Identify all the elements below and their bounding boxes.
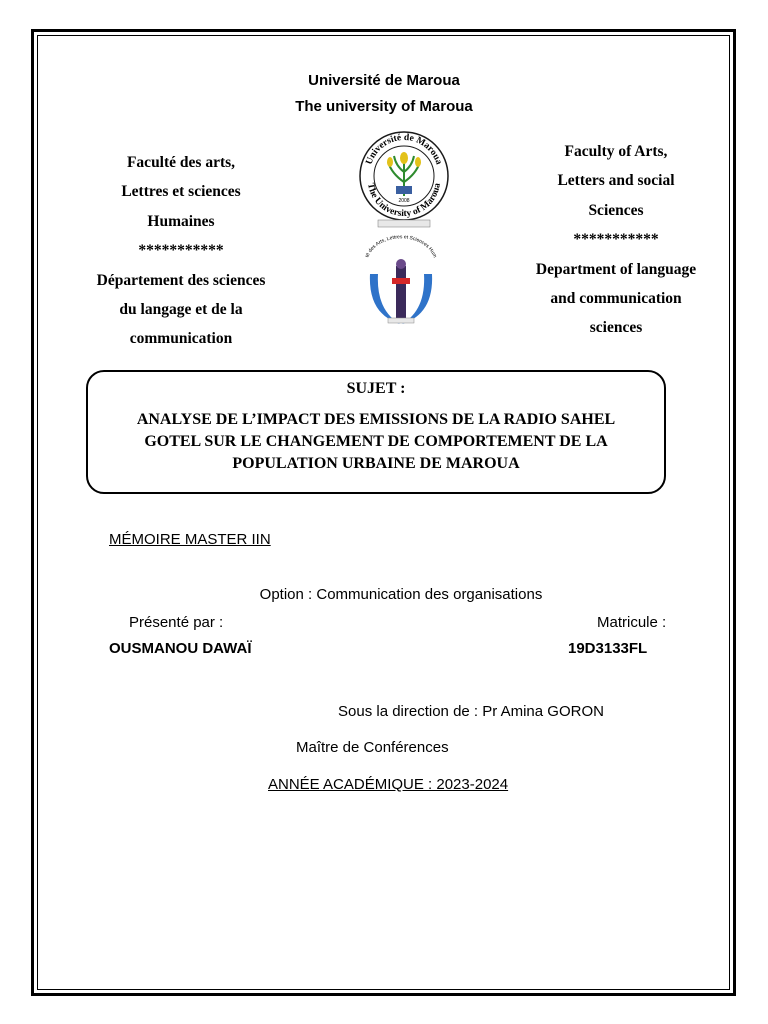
seal-year: 2008 [398,198,410,204]
left-separator: *********** [138,242,224,260]
subject-title-line: POPULATION URBAINE DE MAROUA [232,455,520,472]
university-header [0,68,768,120]
right-line: Department of language [535,260,697,278]
presented-by-label: Présenté par : [129,614,224,631]
left-line: Humaines [147,212,215,230]
memoire-type: MÉMOIRE MASTER IIN [109,531,271,548]
matricule-value: 19D3133FL [568,640,648,657]
matricule-label: Matricule : [597,614,667,631]
subject-title-line: GOTEL SUR LE CHANGEMENT DE COMPORTEMENT DE LA [144,433,608,450]
left-line: Département des sciences [96,271,266,289]
option-line: Option : Communication des organisations [259,586,543,603]
subject-title [96,409,656,475]
right-line: sciences [589,319,643,337]
right-line: Faculty of Arts, [564,143,668,160]
faculty-english-block [508,137,724,343]
right-line: and communication [550,290,682,308]
supervisor-line: Sous la direction de : Pr Amina GORON [338,703,604,720]
left-line: du langage et de la [119,301,243,319]
university-name-fr: Université de Maroua [308,72,460,89]
right-separator: *********** [573,231,659,249]
seal-text-bottom: The University of Maroua [365,182,443,220]
left-line: Faculté des arts, [126,154,236,171]
supervisor-title: Maître de Conférences [296,739,449,756]
author-name: OUSMANOU DAWAÏ [109,640,252,657]
academic-year: ANNÉE ACADÉMIQUE : 2023-2024 [268,776,509,793]
faculty-logo [362,234,440,326]
left-line: Lettres et sciences [121,183,241,201]
left-line: communication [129,330,233,348]
subject-label: SUJET : [346,380,406,397]
right-line: Sciences [588,201,644,219]
seal-text-top: Université de Maroua [364,132,444,167]
faculty-french-block [70,148,292,354]
university-name-en: The university of Maroua [295,98,473,115]
subject-title-line: ANALYSE DE L’IMPACT DES EMISSIONS DE LA RADIO SAHEL [136,411,616,428]
right-line: Letters and social [557,172,675,190]
university-seal-logo [358,124,450,230]
faculty-logo-text: té des Arts, Lettres et Sciences Hum [364,234,438,259]
